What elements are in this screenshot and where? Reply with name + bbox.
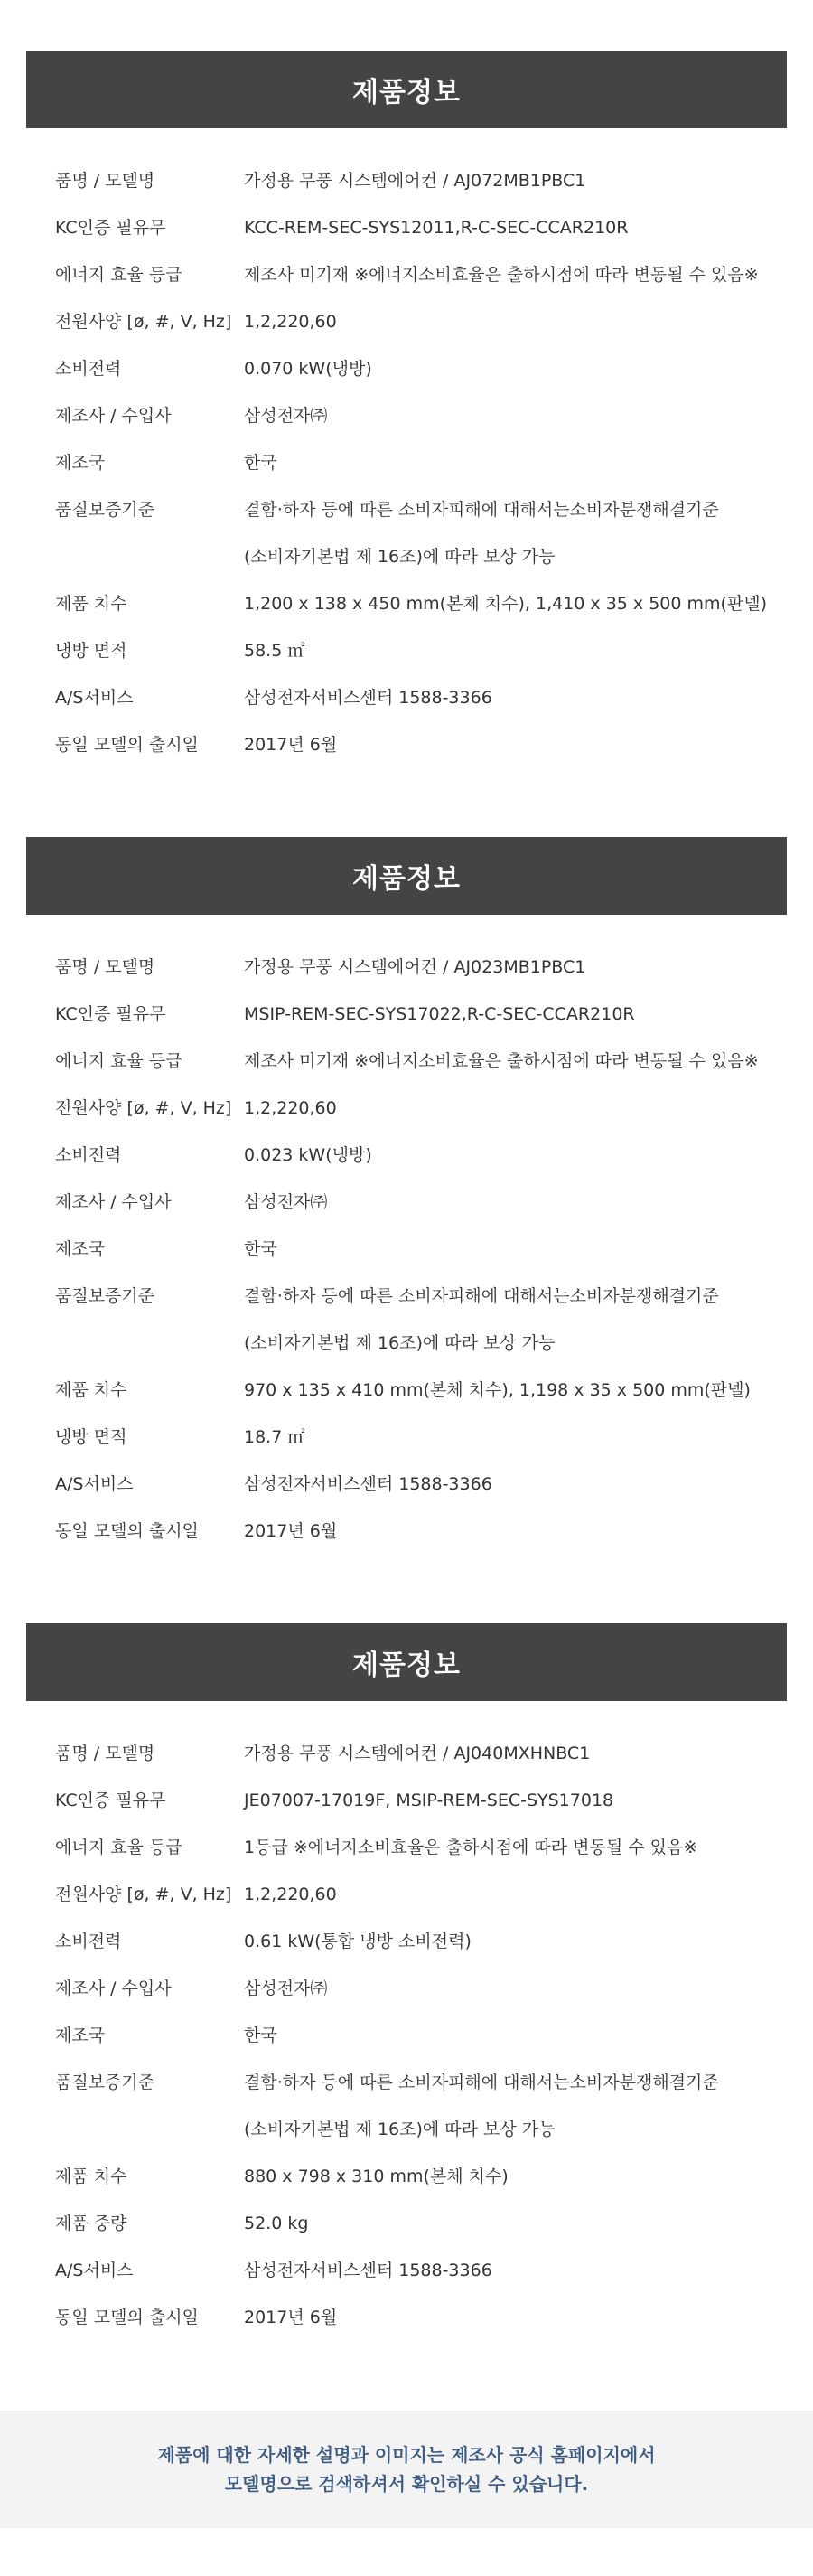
product-info-section-1 — [26, 51, 787, 768]
spec-value: 결함·하자 등에 따른 소비자피해에 대해서는소비자분쟁해결기준 — [244, 500, 719, 520]
spec-value: JE07007-17019F, MSIP-REM-SEC-SYS17018 — [244, 1791, 614, 1810]
spec-row-model — [26, 944, 787, 991]
product-info-section-3 — [26, 1623, 787, 2341]
spec-label: 품질보증기준 — [55, 1286, 155, 1306]
spec-row-energy — [26, 1824, 787, 1871]
spec-label: 제조사 / 수입사 — [55, 406, 172, 426]
spec-label: 소비전력 — [55, 1932, 122, 1951]
product-info-section-2 — [26, 837, 787, 1555]
spec-label: KC인증 필유무 — [55, 1004, 166, 1024]
spec-value: 1,2,220,60 — [244, 312, 337, 332]
spec-row-kc — [26, 204, 787, 251]
spec-value: 가정용 무풍 시스템에어컨 / AJ023MB1PBC1 — [244, 957, 586, 977]
spec-label: 제조국 — [55, 1239, 106, 1259]
spec-label: 동일 모델의 출시일 — [55, 2308, 199, 2327]
spec-value: 가정용 무풍 시스템에어컨 / AJ072MB1PBC1 — [244, 171, 586, 191]
spec-row-consumption — [26, 345, 787, 392]
spec-row-area — [26, 627, 787, 674]
spec-row-weight — [26, 2200, 787, 2247]
spec-row-energy — [26, 251, 787, 298]
spec-row-dimensions — [26, 580, 787, 627]
spec-label: 제품 치수 — [55, 594, 127, 614]
spec-label: 제품 중량 — [55, 2214, 127, 2233]
spec-value: 2017년 6월 — [244, 735, 338, 755]
spec-label: 에너지 효율 등급 — [55, 1051, 182, 1071]
spec-value: 한국 — [244, 2026, 277, 2045]
spec-value: 58.5 ㎡ — [244, 641, 305, 661]
spec-value: 0.61 kW(통합 냉방 소비전력) — [244, 1932, 472, 1951]
spec-label: 제품 치수 — [55, 1380, 127, 1400]
spec-value: (소비자기본법 제 16조)에 따라 보상 가능 — [244, 547, 556, 567]
spec-value: 삼성전자서비스센터 1588-3366 — [244, 1474, 492, 1494]
spec-label: A/S서비스 — [55, 1474, 134, 1494]
spec-row-power-spec — [26, 1085, 787, 1132]
spec-row-warranty-cont — [26, 1320, 787, 1367]
section-header — [26, 51, 787, 128]
spec-value: 880 x 798 x 310 mm(본체 치수) — [244, 2167, 509, 2186]
spec-value: 결함·하자 등에 따른 소비자피해에 대해서는소비자분쟁해결기준 — [244, 2073, 719, 2092]
spec-value: MSIP-REM-SEC-SYS17022,R-C-SEC-CCAR210R — [244, 1004, 635, 1024]
spec-row-warranty — [26, 2059, 787, 2106]
spec-value: 삼성전자서비스센터 1588-3366 — [244, 2261, 492, 2280]
spec-list — [26, 1730, 787, 2341]
spec-row-service — [26, 2247, 787, 2294]
spec-value: 한국 — [244, 1239, 277, 1259]
spec-value: 52.0 kg — [244, 2214, 309, 2233]
spec-label: 전원사양 [ø, #, V, Hz] — [55, 1098, 232, 1118]
section-header — [26, 837, 787, 915]
section-title: 제품정보 — [352, 1650, 461, 1681]
spec-row-country — [26, 1226, 787, 1273]
spec-row-dimensions — [26, 2153, 787, 2200]
spec-label: 제품 치수 — [55, 2167, 127, 2186]
spec-row-kc — [26, 1777, 787, 1824]
spec-row-power-spec — [26, 298, 787, 345]
spec-row-power-spec — [26, 1871, 787, 1918]
spec-label: 소비전력 — [55, 359, 122, 379]
spec-row-consumption — [26, 1918, 787, 1965]
spec-value: 결함·하자 등에 따른 소비자피해에 대해서는소비자분쟁해결기준 — [244, 1286, 719, 1306]
spec-row-release — [26, 2294, 787, 2341]
spec-label: 제조국 — [55, 453, 106, 473]
spec-row-energy — [26, 1038, 787, 1085]
spec-value: 삼성전자㈜ — [244, 1979, 328, 1998]
spec-label: 전원사양 [ø, #, V, Hz] — [55, 312, 232, 332]
spec-value: 제조사 미기재 ※에너지소비효율은 출하시점에 따라 변동될 수 있음※ — [244, 265, 759, 285]
spec-label: 품명 / 모델명 — [55, 171, 155, 191]
spec-row-kc — [26, 991, 787, 1038]
spec-value: 한국 — [244, 453, 277, 473]
spec-label: 제조사 / 수입사 — [55, 1192, 172, 1212]
spec-label: 에너지 효율 등급 — [55, 1838, 182, 1857]
spec-row-release — [26, 1508, 787, 1555]
spec-value: 삼성전자㈜ — [244, 406, 328, 426]
spec-row-warranty — [26, 486, 787, 533]
notice-footer — [0, 2411, 813, 2528]
spec-label: 제조국 — [55, 2026, 106, 2045]
spec-value: (소비자기본법 제 16조)에 따라 보상 가능 — [244, 2120, 556, 2139]
footer-notice-line: 모델명으로 검색하셔서 확인하실 수 있습니다. — [224, 2473, 589, 2495]
spec-value: 삼성전자서비스센터 1588-3366 — [244, 688, 492, 708]
spec-value: 제조사 미기재 ※에너지소비효율은 출하시점에 따라 변동될 수 있음※ — [244, 1051, 759, 1071]
spec-list — [26, 157, 787, 768]
spec-row-warranty — [26, 1273, 787, 1320]
spec-value: 18.7 ㎡ — [244, 1427, 305, 1447]
spec-value: 0.070 kW(냉방) — [244, 359, 372, 379]
spec-value: 2017년 6월 — [244, 2308, 338, 2327]
spec-value: (소비자기본법 제 16조)에 따라 보상 가능 — [244, 1333, 556, 1353]
spec-label: A/S서비스 — [55, 688, 134, 708]
spec-value: 1,200 x 138 x 450 mm(본체 치수), 1,410 x 35 x 500 mm(판넬) — [244, 594, 768, 614]
spec-label: 품질보증기준 — [55, 2073, 155, 2092]
spec-value: 2017년 6월 — [244, 1521, 338, 1541]
spec-value: 1,2,220,60 — [244, 1098, 337, 1118]
spec-row-manufacturer — [26, 1965, 787, 2012]
section-header — [26, 1623, 787, 1701]
spec-row-service — [26, 1461, 787, 1508]
spec-value: 삼성전자㈜ — [244, 1192, 328, 1212]
spec-row-dimensions — [26, 1367, 787, 1414]
spec-row-consumption — [26, 1132, 787, 1179]
spec-row-country — [26, 2012, 787, 2059]
spec-label: KC인증 필유무 — [55, 1791, 166, 1810]
spec-label: 품명 / 모델명 — [55, 957, 155, 977]
spec-value: 0.023 kW(냉방) — [244, 1145, 372, 1165]
spec-label: KC인증 필유무 — [55, 218, 166, 238]
footer-notice-line: 제품에 대한 자세한 설명과 이미지는 제조사 공식 홈페이지에서 — [157, 2444, 656, 2466]
spec-label: 냉방 면적 — [55, 641, 127, 661]
spec-value: KCC-REM-SEC-SYS12011,R-C-SEC-CCAR210R — [244, 218, 629, 238]
spec-value: 가정용 무풍 시스템에어컨 / AJ040MXHNBC1 — [244, 1744, 591, 1763]
spec-row-model — [26, 157, 787, 204]
spec-row-manufacturer — [26, 1179, 787, 1226]
spec-row-release — [26, 721, 787, 768]
spec-list — [26, 944, 787, 1555]
spec-label: 동일 모델의 출시일 — [55, 735, 199, 755]
spec-row-manufacturer — [26, 392, 787, 439]
spec-label: 전원사양 [ø, #, V, Hz] — [55, 1885, 232, 1904]
spec-label: 동일 모델의 출시일 — [55, 1521, 199, 1541]
spec-label: 소비전력 — [55, 1145, 122, 1165]
spec-value: 1,2,220,60 — [244, 1885, 337, 1904]
spec-row-area — [26, 1414, 787, 1461]
spec-row-warranty-cont — [26, 2106, 787, 2153]
spec-row-country — [26, 439, 787, 486]
section-title: 제품정보 — [352, 77, 461, 108]
spec-label: A/S서비스 — [55, 2261, 134, 2280]
spec-row-service — [26, 674, 787, 721]
spec-label: 품질보증기준 — [55, 500, 155, 520]
spec-row-model — [26, 1730, 787, 1777]
spec-label: 냉방 면적 — [55, 1427, 127, 1447]
section-title: 제품정보 — [352, 863, 461, 895]
spec-label: 제조사 / 수입사 — [55, 1979, 172, 1998]
spec-label: 에너지 효율 등급 — [55, 265, 182, 285]
spec-value: 1등급 ※에너지소비효율은 출하시점에 따라 변동될 수 있음※ — [244, 1838, 698, 1857]
spec-value: 970 x 135 x 410 mm(본체 치수), 1,198 x 35 x 500 mm(판넬) — [244, 1380, 751, 1400]
spec-label: 품명 / 모델명 — [55, 1744, 155, 1763]
spec-row-warranty-cont — [26, 533, 787, 580]
